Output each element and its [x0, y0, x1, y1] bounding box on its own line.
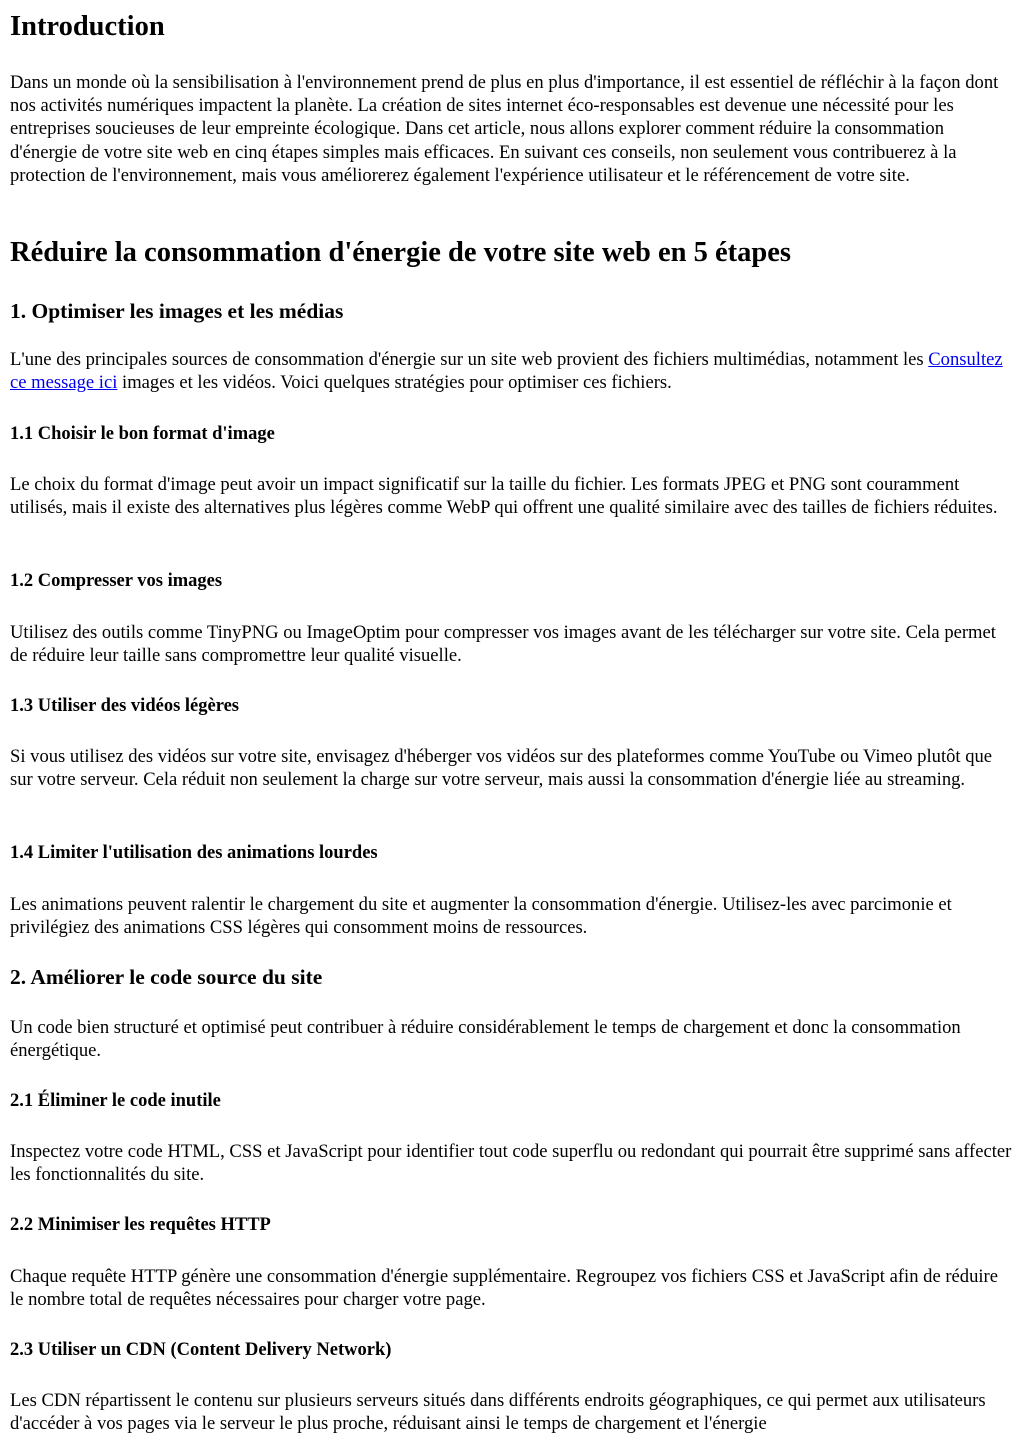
sub13-heading: 1.3 Utiliser des vidéos légères	[10, 696, 239, 716]
sub14-paragraph: Les animations peuvent ralentir le chargement du site et augmenter la consommation d'énergie. Utilisez-les avec parcimonie et privilégiez des animations CSS légères qui consomment moins de ressources.	[10, 894, 952, 939]
sub21-heading: 2.1 Éliminer le code inutile	[10, 1091, 221, 1111]
section1-text-before: L'une des principales sources de consommation d'énergie sur un site web provient des fichiers multimédias, notamment les	[10, 349, 929, 370]
sub22-paragraph: Chaque requête HTTP génère une consommation d'énergie supplémentaire. Regroupez vos fichiers CSS et JavaScript afin de réduire le nombre total de requêtes nécessaires pour charger votre page.	[10, 1266, 998, 1311]
section2-paragraph: Un code bien structuré et optimisé peut contribuer à réduire considérablement le temps de chargement et donc la consommation énergétique.	[10, 1017, 961, 1062]
intro-paragraph: Dans un monde où la sensibilisation à l'environnement prend de plus en plus d'importance, il est essentiel de réfléchir à la façon dont nos activités numériques impactent la planète. La création de sites internet éco-responsables est devenue une nécessité pour les entreprises soucieuses de leur empreinte écologique. Dans cet article, nous allons explorer comment réduire la consommation d'énergie de votre site web en cinq étapes simples mais efficaces. En suivant ces conseils, non seulement vous contribuerez à la protection de l'environnement, mais vous améliorerez également l'expérience utilisateur et le référencement de votre site.	[10, 72, 999, 186]
sub11-paragraph: Le choix du format d'image peut avoir un impact significatif sur la taille du fichier. Les formats JPEG et PNG sont couramment utilisés, mais il existe des alternatives plus légères comme WebP qui offrent une qualité similaire avec des tailles de fichiers réduites.	[10, 474, 998, 519]
section2-heading: 2. Améliorer le code source du site	[10, 965, 323, 989]
sub12-heading: 1.2 Compresser vos images	[10, 571, 223, 591]
message-link[interactable]: Consultez ce message ici	[10, 349, 1003, 394]
sub12-paragraph: Utilisez des outils comme TinyPNG ou ImageOptim pour compresser vos images avant de les télécharger sur votre site. Cela permet de réduire leur taille sans compromettre leur qualité visuelle.	[10, 622, 996, 667]
sub23-heading: 2.3 Utiliser un CDN (Content Delivery Network)	[10, 1340, 392, 1360]
intro-heading: Introduction	[10, 11, 165, 42]
section1-heading: 1. Optimiser les images et les médias	[10, 299, 344, 323]
section1-paragraph	[10, 348, 1014, 394]
sub13-paragraph: Si vous utilisez des vidéos sur votre site, envisagez d'héberger vos vidéos sur des plateformes comme YouTube ou Vimeo plutôt que sur votre serveur. Cela réduit non seulement la charge sur votre serveur, mais aussi la consommation d'énergie liée au streaming.	[10, 746, 993, 791]
sub21-paragraph: Inspectez votre code HTML, CSS et JavaScript pour identifier tout code superflu ou redondant qui pourrait être supprimé sans affecter les fonctionnalités du site.	[10, 1141, 1012, 1186]
sub11-heading: 1.1 Choisir le bon format d'image	[10, 424, 275, 444]
sub23-paragraph: Les CDN répartissent le contenu sur plusieurs serveurs situés dans différents endroits géographiques, ce qui permet aux utilisateurs d'accéder à vos pages via le serveur le plus proche, réduisant ainsi le temps de chargement et l'énergie	[10, 1390, 986, 1435]
sub22-heading: 2.2 Minimiser les requêtes HTTP	[10, 1215, 271, 1235]
sub14-heading: 1.4 Limiter l'utilisation des animations lourdes	[10, 843, 378, 863]
section1-text-after: images et les vidéos. Voici quelques stratégies pour optimiser ces fichiers.	[117, 372, 672, 394]
main-title: Réduire la consommation d'énergie de votre site web en 5 étapes	[10, 237, 792, 268]
